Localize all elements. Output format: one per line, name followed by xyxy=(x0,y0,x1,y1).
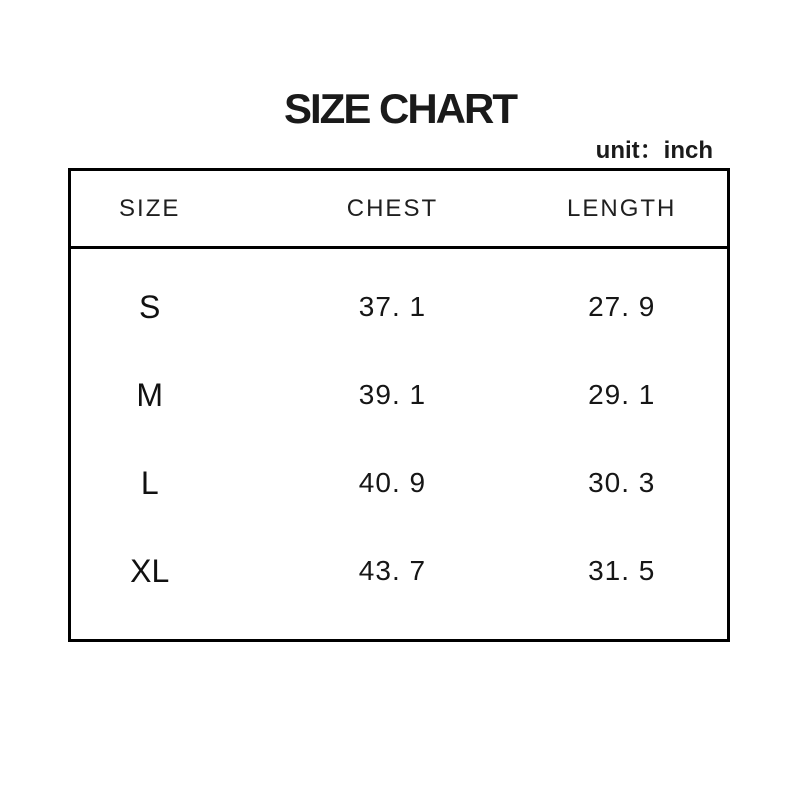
table-header-row xyxy=(71,171,727,249)
chest-value: 37. 1 xyxy=(358,291,427,322)
table-row-s xyxy=(71,263,727,351)
size-value: XL xyxy=(130,553,170,589)
table-body xyxy=(71,249,727,615)
length-value: 30. 3 xyxy=(588,467,656,498)
header-length: LENGTH xyxy=(567,194,677,222)
size-chart-table xyxy=(68,168,730,642)
chest-value: 39. 1 xyxy=(358,379,427,410)
length-value: 29. 1 xyxy=(588,379,656,410)
unit-label: unit：inch xyxy=(595,137,713,164)
table-row-m xyxy=(71,351,727,439)
length-value: 27. 9 xyxy=(588,291,656,322)
table-row-l xyxy=(71,439,727,527)
length-value: 31. 5 xyxy=(588,555,656,586)
header-size: SIZE xyxy=(119,194,181,222)
size-value: M xyxy=(136,377,164,413)
table-row-xl xyxy=(71,527,727,615)
chest-value: 40. 9 xyxy=(358,467,427,498)
header-chest: CHEST xyxy=(346,194,439,222)
size-value: S xyxy=(139,289,161,325)
page-title: SIZE CHART xyxy=(284,85,516,132)
chest-value: 43. 7 xyxy=(358,555,427,586)
size-value: L xyxy=(140,465,159,501)
